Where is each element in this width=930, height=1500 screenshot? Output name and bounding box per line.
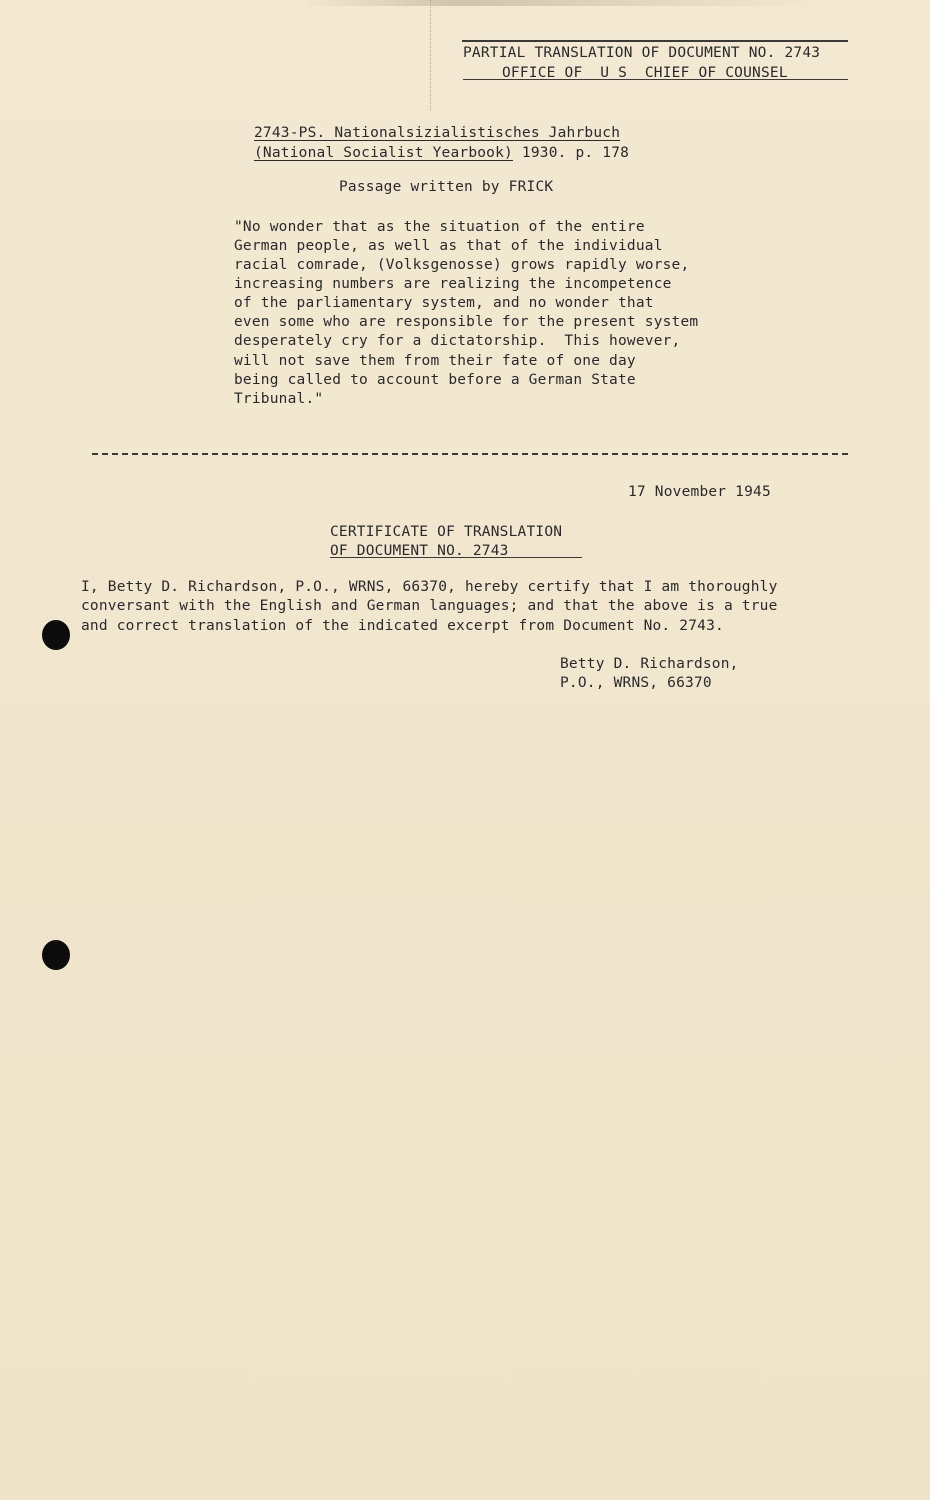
passage-line: "No wonder that as the situation of the entire: [234, 219, 645, 235]
header-office: OFFICE OF U S CHIEF OF COUNSEL: [502, 65, 788, 81]
signature-name: Betty D. Richardson,: [560, 656, 739, 672]
punch-hole: [42, 940, 70, 970]
passage-line: racial comrade, (Volksgenosse) grows rapidly worse,: [234, 257, 690, 273]
passage-line: being called to account before a German State: [234, 372, 636, 388]
passage-line: even some who are responsible for the present system: [234, 314, 699, 330]
top-edge-stain: [300, 0, 820, 6]
source-citation-title: 2743-PS. Nationalsizialistisches Jahrbuch: [254, 125, 621, 141]
certificate-document-number: OF DOCUMENT NO. 2743: [330, 543, 509, 559]
passage-line: German people, as well as that of the individual: [234, 238, 663, 254]
source-citation-subtitle: [254, 144, 629, 163]
source-yearbook-english: (National Socialist Yearbook): [254, 145, 513, 161]
certificate-date: 17 November 1945: [628, 484, 771, 500]
header-top-rule: [462, 40, 848, 42]
header-title: PARTIAL TRANSLATION OF DOCUMENT NO. 2743: [463, 45, 821, 61]
passage-line: will not save them from their fate of one day: [234, 353, 636, 369]
section-separator: [92, 453, 848, 455]
certificate-title: CERTIFICATE OF TRANSLATION: [330, 524, 563, 540]
passage-line: desperately cry for a dictatorship. This however,: [234, 333, 681, 349]
certificate-body-line: and correct translation of the indicated excerpt from Document No. 2743.: [81, 618, 724, 634]
passage-line: Tribunal.": [234, 391, 324, 407]
fold-crease: [430, 0, 432, 110]
header-bottom-rule: [463, 79, 848, 80]
certificate-body-line: conversant with the English and German languages; and that the above is a true: [81, 598, 778, 614]
signature-credentials: P.O., WRNS, 66370: [560, 675, 712, 691]
source-year-page: 1930. p. 178: [512, 145, 630, 161]
punch-hole: [42, 620, 70, 650]
passage-line: of the parliamentary system, and no wonder that: [234, 295, 654, 311]
certificate-title-underline: [330, 557, 582, 558]
passage-title: Passage written by FRICK: [339, 179, 554, 195]
passage-line: increasing numbers are realizing the incompetence: [234, 276, 672, 292]
certificate-body-line: I, Betty D. Richardson, P.O., WRNS, 66370, hereby certify that I am thoroughly: [81, 579, 778, 595]
